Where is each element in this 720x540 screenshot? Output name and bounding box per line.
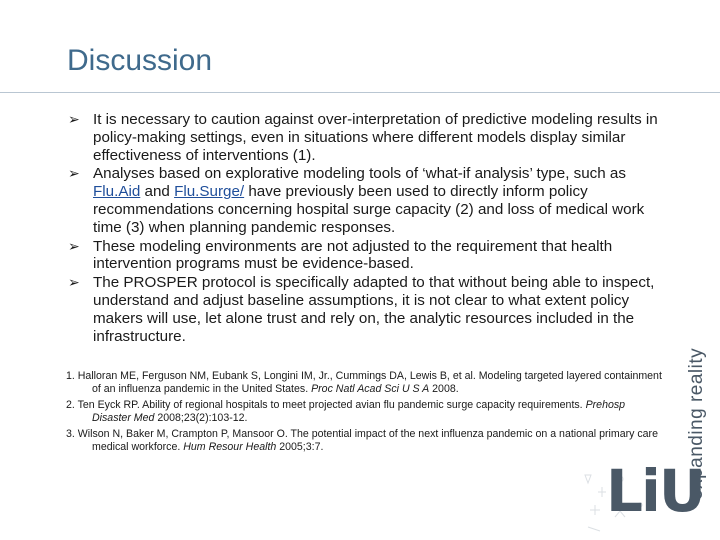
slide-title: Discussion [67, 44, 213, 77]
reference-item [66, 399, 666, 424]
bullet-text: These modeling environments are not adjusted to the requirement that health intervention programs must be evidence-based. [93, 237, 613, 273]
reference-text: 3. Wilson N, Baker M, Crampton P, Mansoor O. The potential impact of the next influenza pandemic on a national primary care medical workforce. [66, 428, 658, 453]
bullet-link[interactable]: Flu.Surge/ [174, 183, 245, 201]
reference-text: 2. Ten Eyck RP. Ability of regional hospitals to meet projected avian flu pandemic surge capacity requirements. [66, 399, 586, 412]
bullet-text: have previously been used to directly inform policy recommendations concerning hospital surge capacity (2) and loss of medical work time (3) when planning pandemic responses. [93, 183, 645, 236]
reference-journal: Hum Resour Health [183, 440, 277, 453]
bullet-text: The PROSPER protocol is specifically adapted to that without being able to inspect, understand and adjust baseline assumptions, it is not clear to what extent policy makers will use, let alone trust and rely on, the analytic resources included in the infrastructure. [93, 274, 655, 345]
reference-journal: Proc Natl Acad Sci U S A [311, 382, 430, 395]
bullet-arrow-icon: ➢ [68, 165, 80, 182]
bullet-arrow-icon: ➢ [68, 111, 80, 127]
reference-list [66, 370, 666, 458]
liu-logo: LiU [606, 457, 704, 525]
bullet-arrow-icon: ➢ [68, 274, 80, 291]
reference-item [66, 428, 666, 453]
title-divider [0, 92, 720, 93]
reference-journal: Prehosp Disaster Med [92, 399, 626, 424]
bullet-text: and [140, 183, 175, 201]
bullet-item [68, 238, 668, 274]
reference-tail: 2008;23(2):103-12. [154, 411, 248, 424]
reference-item [66, 370, 666, 395]
bullet-text: Analyses based on explorative modeling tools of ‘what-if analysis’ type, such as [93, 165, 626, 183]
bullet-item [68, 165, 668, 236]
reference-tail: 2008. [429, 382, 459, 395]
bullet-link[interactable]: Flu.Aid [93, 183, 141, 201]
reference-text: 1. Halloran ME, Ferguson NM, Eubank S, Longini IM, Jr., Cummings DA, Lewis B, et al. Modeling targeted layered containment of an influenza pandemic in the United States. [66, 370, 662, 395]
bullet-arrow-icon: ➢ [68, 237, 80, 254]
tagline: expanding reality [686, 347, 707, 500]
bullet-item [68, 111, 668, 164]
bullet-item [68, 274, 668, 345]
bullet-list [68, 111, 668, 346]
reference-tail: 2005;3:7. [276, 440, 324, 453]
bullet-text: It is necessary to caution against over-interpretation of predictive modeling results in policy-making settings, even in situations where different models display similar effectiveness of interventions (1). [93, 111, 658, 164]
